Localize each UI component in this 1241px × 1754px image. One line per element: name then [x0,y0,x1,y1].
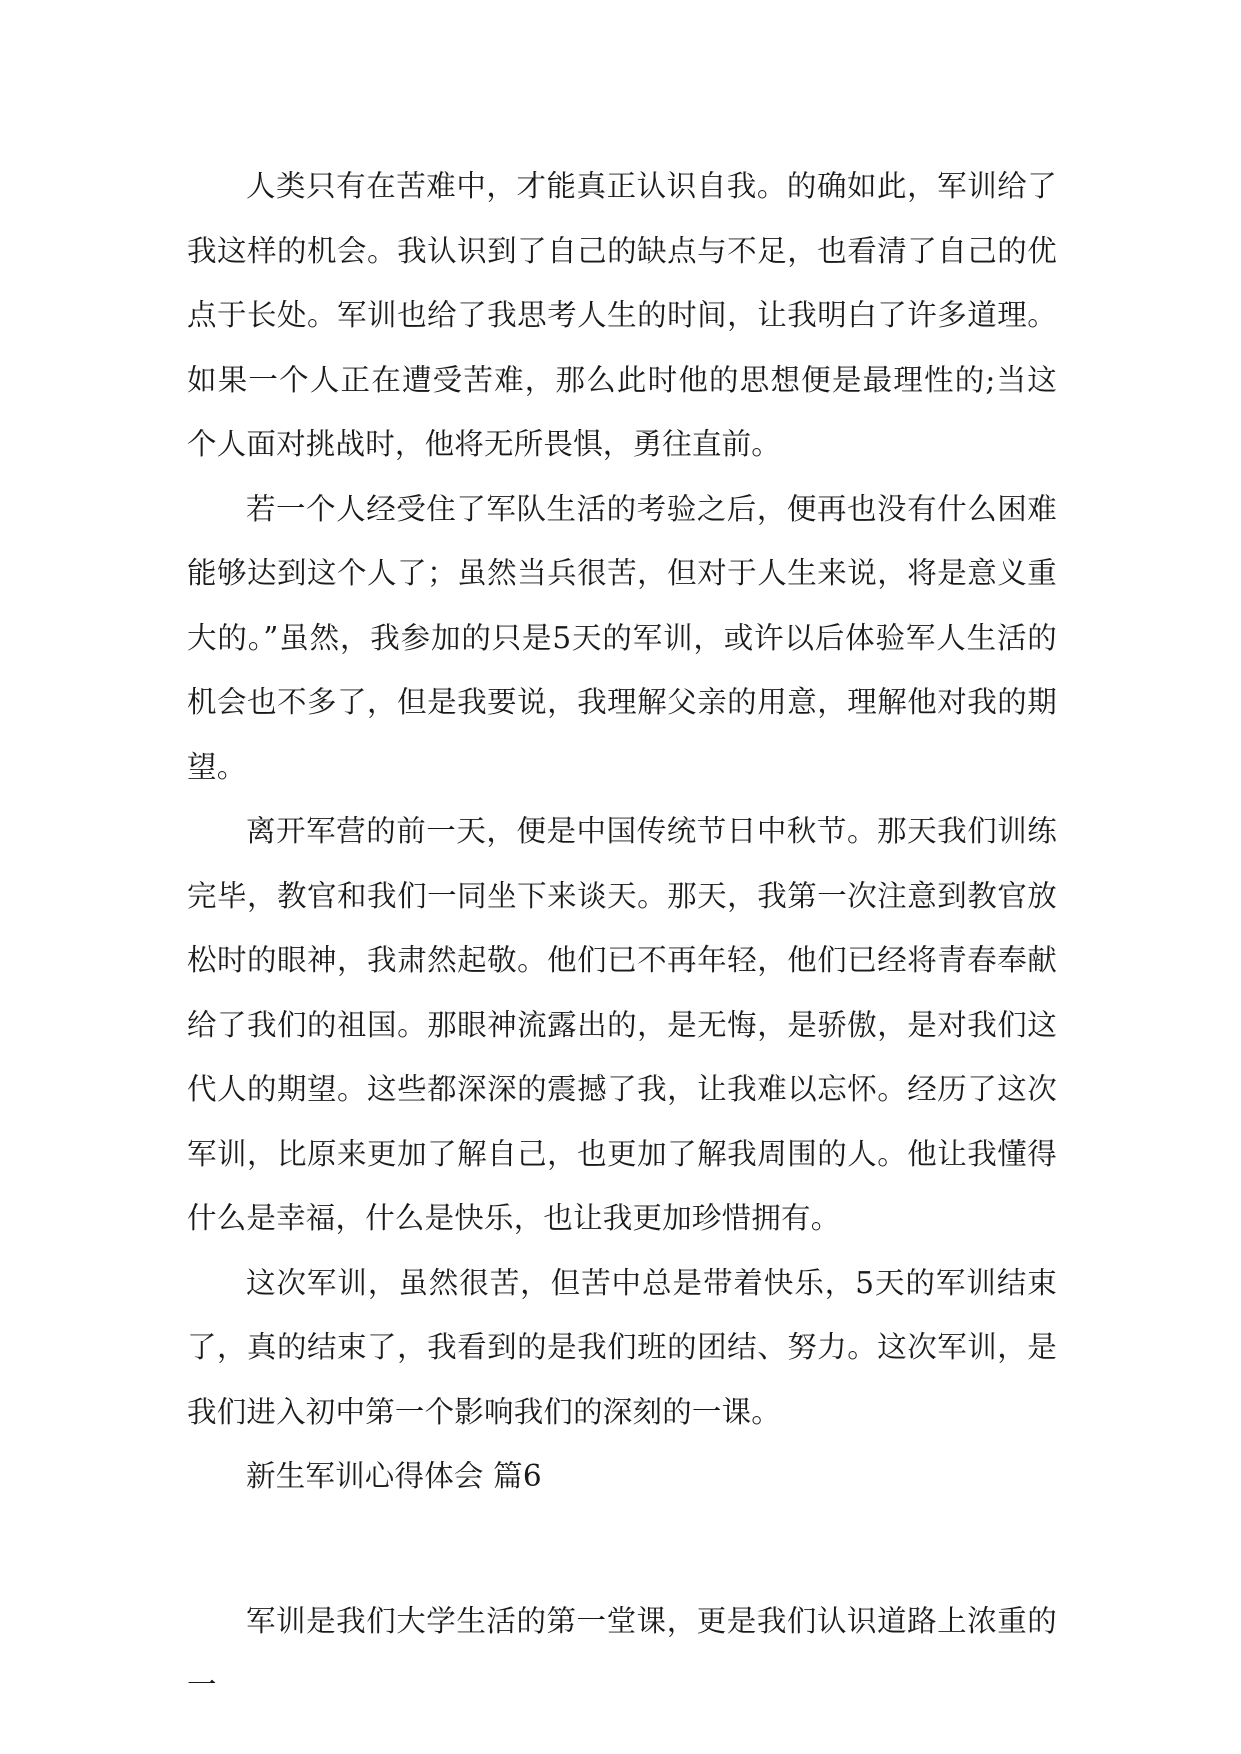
paragraph-4: 这次军训，虽然很苦，但苦中总是带着快乐，5天的军训结束了，真的结束了，我看到的是我们班的团结、努力。这次军训，是我们进入初中第一个影响我们的深刻的一课。 [187,1265,1057,1429]
paragraph-2: 若一个人经受住了军队生活的考验之后，便再也没有什么困难能够达到这个人了；虽然当兵很苦，但对于人生来说，将是意义重大的。”虽然，我参加的只是5天的军训，或许以后体验军人生活的机会也不多了，但是我要说，我理解父亲的用意，理解他对我的期望。 [187,491,1057,784]
paragraph-5: 军训是我们大学生活的第一堂课，更是我们认识道路上浓重的一 [187,1603,1057,1702]
document-body [187,154,1057,1718]
section-spacer [187,1509,1057,1589]
section-heading: 新生军训心得体会 篇6 [246,1459,542,1493]
paragraph-1: 人类只有在苦难中，才能真正认识自我。的确如此，军训给了我这样的机会。我认识到了自己的缺点与不足，也看清了自己的优点于长处。军训也给了我思考人生的时间，让我明白了许多道理。如果一个人正在遭受苦难，那么此时他的思想便是最理性的;当这个人面对挑战时，他将无所畏惧，勇往直前。 [187,169,1057,461]
paragraph-3: 离开军营的前一天，便是中国传统节日中秋节。那天我们训练完毕，教官和我们一同坐下来谈天。那天，我第一次注意到教官放松时的眼神，我肃然起敬。他们已不再年轻，他们已经将青春奉献给了我们的祖国。那眼神流露出的，是无悔，是骄傲，是对我们这代人的期望。这些都深深的震撼了我，让我难以忘怀。经历了这次军训，比原来更加了解自己，也更加了解我周围的人。他让我懂得什么是幸福，什么是快乐，也让我更加珍惜拥有。 [187,814,1057,1235]
